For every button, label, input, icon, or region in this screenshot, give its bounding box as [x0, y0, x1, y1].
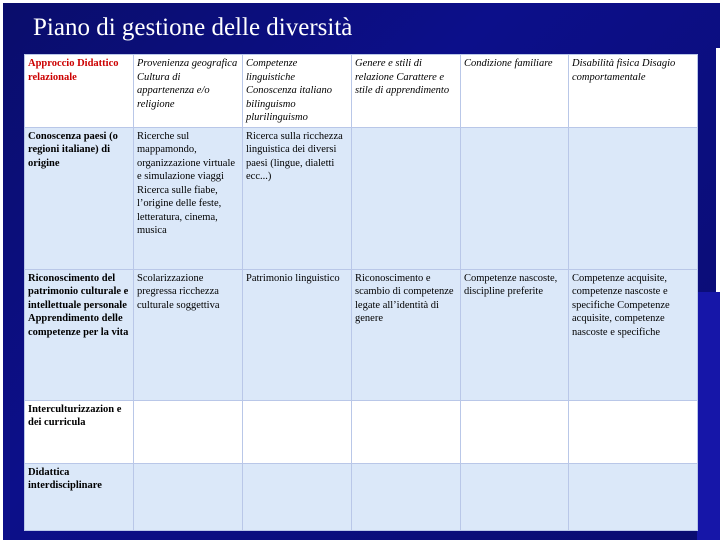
table-cell: Patrimonio linguistico: [243, 269, 352, 400]
frame-left-line: [0, 0, 3, 540]
table-cell: Riconoscimento e scambio di competenze legate all’identità di genere: [352, 269, 461, 400]
diversity-table: [24, 54, 697, 528]
table-row: [25, 269, 698, 400]
table-cell: [569, 463, 698, 530]
frame-top-line: [0, 0, 720, 3]
table-cell: [243, 463, 352, 530]
decorative-blue-bar: [697, 292, 720, 540]
table-cell: Ricerca sulla ricchezza linguistica dei diversi paesi (lingue, dialetti ecc...): [243, 127, 352, 269]
row-label-cell: Didattica interdisciplinare: [25, 463, 134, 530]
header-cell: Genere e stili di relazione Carattere e stile di apprendimento: [352, 55, 461, 128]
table-row: [25, 463, 698, 530]
table-row: [25, 127, 698, 269]
table-cell: Ricerche sul mappamondo, organizzazione virtuale e simulazione viaggi Ricerca sulle fiabe, l’origine delle feste, letteratura, cinema, musica: [134, 127, 243, 269]
table-row: [25, 400, 698, 463]
header-cell: Competenze linguistiche Conoscenza italiano bilinguismo plurilinguismo: [243, 55, 352, 128]
row-label-cell: Riconoscimento del patrimonio culturale e intellettuale personale Apprendimento delle competenze per la vita: [25, 269, 134, 400]
table-cell: [461, 127, 569, 269]
table-cell: Competenze acquisite, competenze nascoste e specifiche Competenze acquisite, competenze nascoste e specifiche: [569, 269, 698, 400]
row-label-cell: Conoscenza paesi (o regioni italiane) di origine: [25, 127, 134, 269]
header-cell: Disabilità fisica Disagio comportamentale: [569, 55, 698, 128]
table-cell: [569, 400, 698, 463]
table-cell: Competenze nascoste, discipline preferite: [461, 269, 569, 400]
table-cell: [461, 400, 569, 463]
table-cell: Scolarizzazione pregressa ricchezza culturale soggettiva: [134, 269, 243, 400]
table-cell: [461, 463, 569, 530]
page-title: Piano di gestione delle diversità: [33, 14, 353, 41]
table-cell: [134, 400, 243, 463]
header-cell: Approccio Didattico relazionale: [25, 55, 134, 128]
table-cell: [352, 400, 461, 463]
table-cell: [352, 463, 461, 530]
table-cell: [243, 400, 352, 463]
header-cell: Condizione familiare: [461, 55, 569, 128]
table-cell: [134, 463, 243, 530]
table-cell: [352, 127, 461, 269]
row-label-cell: Interculturizzazion e dei curricula: [25, 400, 134, 463]
table-header-row: [25, 55, 698, 128]
header-cell: Provenienza geografica Cultura di appartenenza e/o religione: [134, 55, 243, 128]
table-cell: [569, 127, 698, 269]
